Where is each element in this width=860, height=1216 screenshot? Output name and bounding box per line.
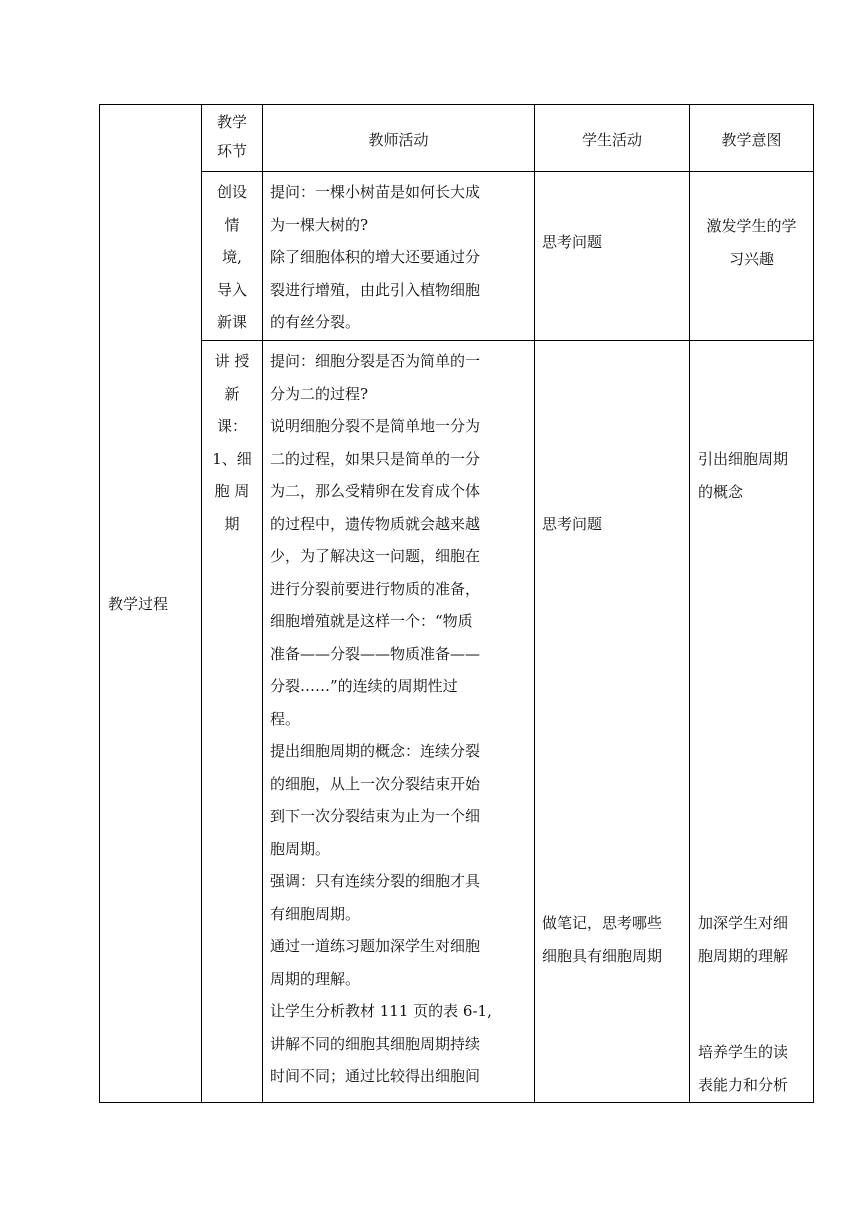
row2-teacher: 提问：细胞分裂是否为简单的一 分为二的过程? 说明细胞分裂不是简单地一分为 二的过程，如果只是简单的一分 为二，那么受精卵在发育成个体 的过程中，遗传物质就会越来越 少，为了解决这一问题，细胞在 进行分裂前要进行物质的准备， 细胞增殖就是这样一个：“物质 准备——分裂——物质准备—— 分裂……”的连续的周期性过 程。 提出细胞周期的概念：连续分裂 的细胞，从上一次分裂结束开始 到下一次分裂结束为止为一个细 胞周期。 强调：只有连续分裂的细胞才具 有细胞周期。 通过一道练习题加深学生对细胞 周期的理解。 让学生分析教材 111 页的表 6-1, 讲解不同的细胞其细胞周期持续 时间不同；通过比较得出细胞间	[270, 352, 492, 1085]
row2-student-cell	[534, 340, 690, 1103]
row2-stage: 讲 授 新 课： 1、细 胞 周 期	[212, 352, 252, 533]
row2-student-b: 做笔记，思考哪些 细胞具有细胞周期	[542, 914, 663, 965]
row1-intent: 激发学生的学 习兴趣	[706, 217, 797, 268]
row2-intent-c: 培养学生的读 表能力和分析	[698, 1043, 789, 1094]
header-teacher: 教师活动	[368, 131, 429, 149]
row1-stage: 创设 情 境, 导入 新课	[216, 183, 247, 331]
section-label: 教学过程	[108, 595, 169, 613]
row1-student: 思考问题	[542, 233, 603, 251]
row2-student-a: 思考问题	[542, 515, 603, 533]
header-student: 学生活动	[581, 131, 642, 149]
row2-intent-b: 加深学生对细 胞周期的理解	[698, 914, 789, 965]
header-intent: 教学意图	[721, 131, 782, 149]
header-stage: 教学 环节	[216, 113, 247, 160]
row1-teacher: 提问：一棵小树苗是如何长大成 为一棵大树的? 除了细胞体积的增大还要通过分 裂进行增殖，由此引入植物细胞 的有丝分裂。	[270, 183, 481, 331]
row2-intent-a: 引出细胞周期 的概念	[698, 450, 789, 501]
